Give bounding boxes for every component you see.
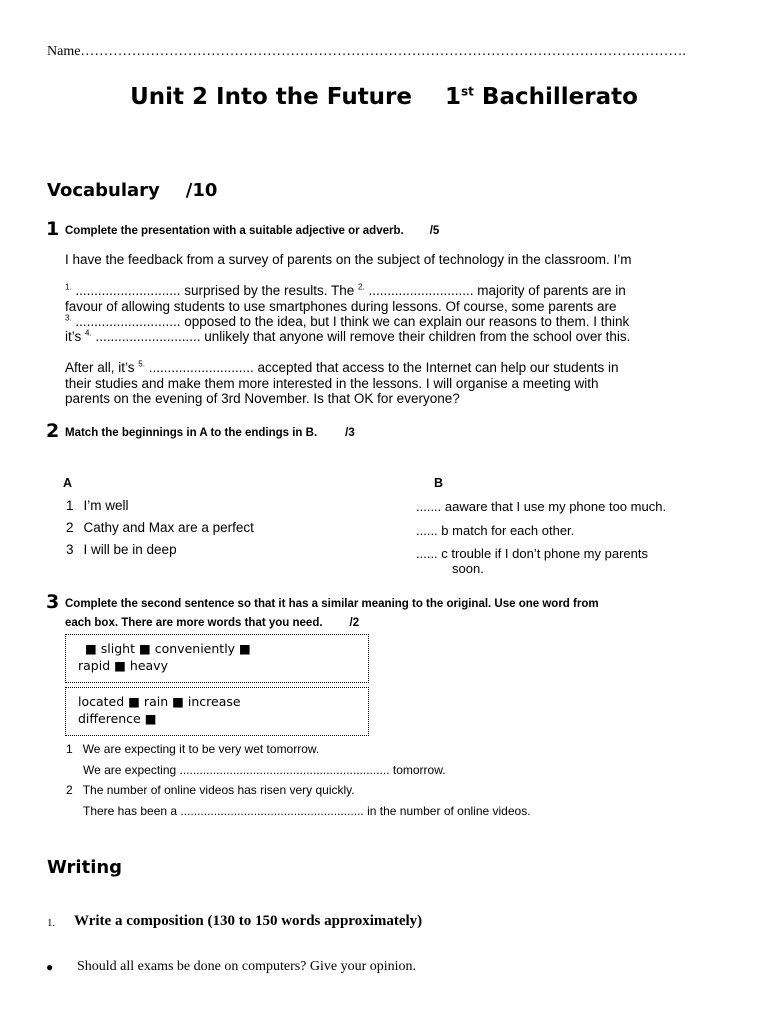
q3-item-original: The number of online videos has risen very quickly. [82,783,355,797]
vocabulary-score: /10 [185,180,218,201]
q3-item-2 [66,783,355,797]
writing-prompt: Should all exams be done on computers? Give your opinion. [77,959,417,974]
b-item-answer-dots[interactable]: ...... [416,523,438,538]
gap-2-text[interactable]: ............................ majority of parents are in [364,283,626,298]
word-box-1-line-1: ■ slight ■ conveniently ■ [85,641,251,656]
question-2-instruction-text: Match the beginnings in A to the endings in B. [65,427,318,439]
question-2-number: 2 [46,420,60,442]
question-3-number: 3 [46,591,60,613]
b-item-answer-dots[interactable]: ...... [416,546,438,561]
b-item-letter: a [444,499,453,514]
unit-title: Unit 2 Into the Future [130,84,413,110]
word-box-1 [65,634,369,683]
gap-3-text[interactable]: ............................ opposed to the idea, but I think we can explain our reasons to them. I think [71,314,630,329]
q1-line-1 [65,283,626,299]
a-item-text: I’m well [83,498,129,513]
word-box-2 [65,687,369,736]
question-3-instruction-line-2 [65,617,359,629]
q1-line-4-start: it’s [65,329,86,344]
name-field-line[interactable]: Name…………………………………………………………………………………………………………………. [47,44,686,59]
question-1-number: 1 [46,218,60,240]
a-item-text: I will be in deep [83,542,177,557]
q1-line-5-start: After all, it’s [65,360,139,375]
a-item-number: 1 [66,498,74,513]
writing-task-text: Write a composition (130 to 150 words approximately) [74,913,423,929]
b-item-a [416,499,666,515]
vocabulary-heading [47,180,217,201]
question-3-instruction-text: each box. There are more words that you need. [65,617,323,629]
column-b-heading: B [434,476,444,490]
q1-line-6: their studies and make them more interested in the lessons. I will organise a meeting with [65,376,599,391]
question-1-instruction [65,225,439,237]
b-item-c [416,546,648,562]
question-3-instruction-line-1: Complete the second sentence so that it has a similar meaning to the original. Use one word from [65,598,599,610]
a-item-1 [66,498,129,514]
q3-item-original: We are expecting it to be very wet tomorrow. [82,742,320,756]
question-1-instruction-text: Complete the presentation with a suitable adjective or adverb. [65,225,404,237]
word-box-2-line-1: located ■ rain ■ increase [78,694,241,709]
b-item-c-continued: soon. [452,561,484,576]
q3-item-2-rewrite[interactable]: There has been a ....................................................... in the number of online videos. [83,804,531,818]
word-box-2-line-2: difference ■ [78,711,157,726]
gap-4-number: 4. [85,328,92,338]
a-item-3 [66,542,177,558]
b-item-text: match for each other. [452,523,575,538]
q3-item-1-rewrite[interactable]: We are expecting ............................................................... tomorrow. [83,763,446,777]
gap-3-number: 3. [65,313,72,323]
b-item-text: aware that I use my phone too much. [452,499,667,514]
gap-5-number: 5. [138,359,145,369]
gap-4-text[interactable]: ............................ unlikely that anyone will remove their children from the school over this. [91,329,631,344]
writing-heading: Writing [47,857,123,878]
q1-line-5 [65,360,618,376]
writing-task-number: 1. [47,917,56,929]
level-name: Bachillerato [473,84,638,110]
b-item-answer-dots[interactable]: ....... [416,499,442,514]
q1-line-4 [65,329,630,345]
question-2-instruction [65,427,355,439]
question-2-score: /3 [345,427,355,439]
vocabulary-title: Vocabulary [47,180,160,201]
q3-item-number: 1 [66,742,73,756]
question-1-score: /5 [429,225,440,237]
bullet-icon: ● [46,960,54,974]
page-title [0,84,768,110]
q1-line-3 [65,314,629,330]
b-item-letter: b [441,523,449,538]
q1-intro: I have the feedback from a survey of parents on the subject of technology in the classroom. I’m [65,252,632,267]
a-item-text: Cathy and Max are a perfect [83,520,254,535]
q1-line-7: parents on the evening of 3rd November. Is that OK for everyone? [65,391,460,406]
q3-item-number: 2 [66,783,73,797]
b-item-b [416,523,574,539]
b-item-text: trouble if I don’t phone my parents [451,546,648,561]
gap-2-number: 2. [358,282,365,292]
gap-1-text[interactable]: ............................ surprised by the results. The [71,283,359,298]
column-a-heading: A [63,476,73,490]
q3-item-1 [66,742,319,756]
question-3-score: /2 [349,617,360,629]
b-item-letter: c [441,546,448,561]
q1-line-2: favour of allowing students to use smartphones during lessons. Of course, some parents are [65,299,617,314]
a-item-number: 3 [66,542,74,557]
gap-5-text[interactable]: ............................ accepted that access to the Internet can help our students in [144,360,619,375]
level-number: 1 [445,84,462,110]
level-superscript: st [461,84,474,99]
gap-1-number: 1. [65,282,72,292]
a-item-2 [66,520,254,536]
a-item-number: 2 [66,520,74,535]
word-box-1-line-2: rapid ■ heavy [78,658,168,673]
